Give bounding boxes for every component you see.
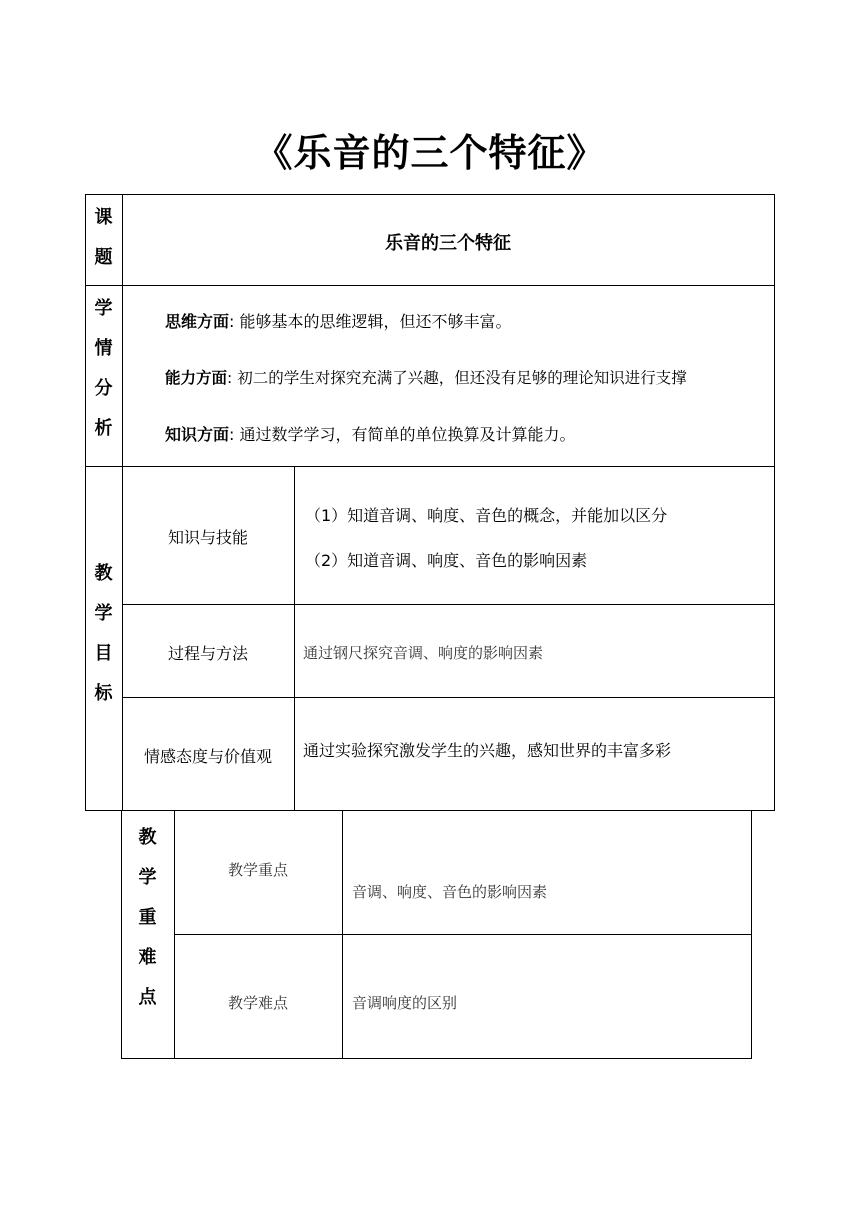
analysis-header-char: 分 bbox=[94, 378, 113, 399]
topic-header bbox=[85, 203, 122, 269]
objective-label-knowledge: 知识与技能 bbox=[167, 528, 248, 547]
analysis-item-text: 通过数学学习，有简单的单位换算及计算能力。 bbox=[239, 425, 576, 444]
analysis-item-sep: : bbox=[227, 369, 233, 387]
analysis-item-text: 初二的学生对探究充满了兴趣，但还没有足够的理论知识进行支撑 bbox=[237, 369, 687, 387]
analysis-item-ability bbox=[165, 366, 687, 388]
analysis-item-thinking bbox=[165, 309, 512, 332]
objective-line: 通过实验探究激发学生的兴趣，感知世界的丰富多彩 bbox=[303, 741, 672, 760]
analysis-item-label: 知识方面 bbox=[165, 425, 230, 444]
key-points-header-char: 重 bbox=[138, 907, 157, 928]
analysis-header-char: 学 bbox=[94, 298, 113, 319]
analysis-item-knowledge bbox=[165, 422, 576, 445]
objectives-header-char: 标 bbox=[94, 683, 113, 704]
objective-label-process: 过程与方法 bbox=[167, 644, 248, 663]
analysis-header-char: 析 bbox=[94, 418, 113, 439]
analysis-item-text: 能够基本的思维逻辑，但还不够丰富。 bbox=[239, 312, 512, 331]
page-title: 《乐音的三个特征》 bbox=[254, 131, 606, 175]
analysis-item-label: 思维方面 bbox=[165, 312, 230, 331]
key-point-text: 音调响度的区别 bbox=[352, 994, 458, 1012]
analysis-item-sep: : bbox=[229, 312, 235, 331]
objectives-header-char: 教 bbox=[94, 563, 113, 584]
key-point-text: 音调、响度、音色的影响因素 bbox=[352, 883, 548, 901]
objectives-header bbox=[85, 559, 122, 705]
key-point-label: 教学重点 bbox=[227, 861, 288, 879]
topic-header-char: 课 bbox=[94, 207, 113, 228]
topic-header-char: 题 bbox=[94, 247, 113, 268]
analysis-header bbox=[85, 294, 122, 440]
objectives-header-char: 目 bbox=[94, 643, 113, 664]
analysis-item-label: 能力方面 bbox=[165, 369, 228, 387]
key-points-header-char: 难 bbox=[138, 947, 157, 968]
objective-line: （2）知道音调、响度、音色的影响因素 bbox=[305, 551, 588, 570]
objectives-header-char: 学 bbox=[94, 603, 113, 624]
key-points-header-char: 教 bbox=[138, 827, 157, 848]
objective-line: 通过钢尺探究音调、响度的影响因素 bbox=[303, 644, 544, 662]
objective-label-attitude: 情感态度与价值观 bbox=[143, 747, 272, 766]
key-points-header-char: 学 bbox=[138, 867, 157, 888]
analysis-item-sep: : bbox=[229, 425, 235, 444]
key-points-header-char: 点 bbox=[138, 987, 157, 1008]
analysis-header-char: 情 bbox=[94, 338, 113, 359]
objective-line: （1）知道音调、响度、音色的概念，并能加以区分 bbox=[305, 506, 668, 525]
key-point-label: 教学难点 bbox=[227, 994, 288, 1012]
key-points-header bbox=[121, 823, 174, 1009]
topic-value: 乐音的三个特征 bbox=[385, 233, 511, 254]
